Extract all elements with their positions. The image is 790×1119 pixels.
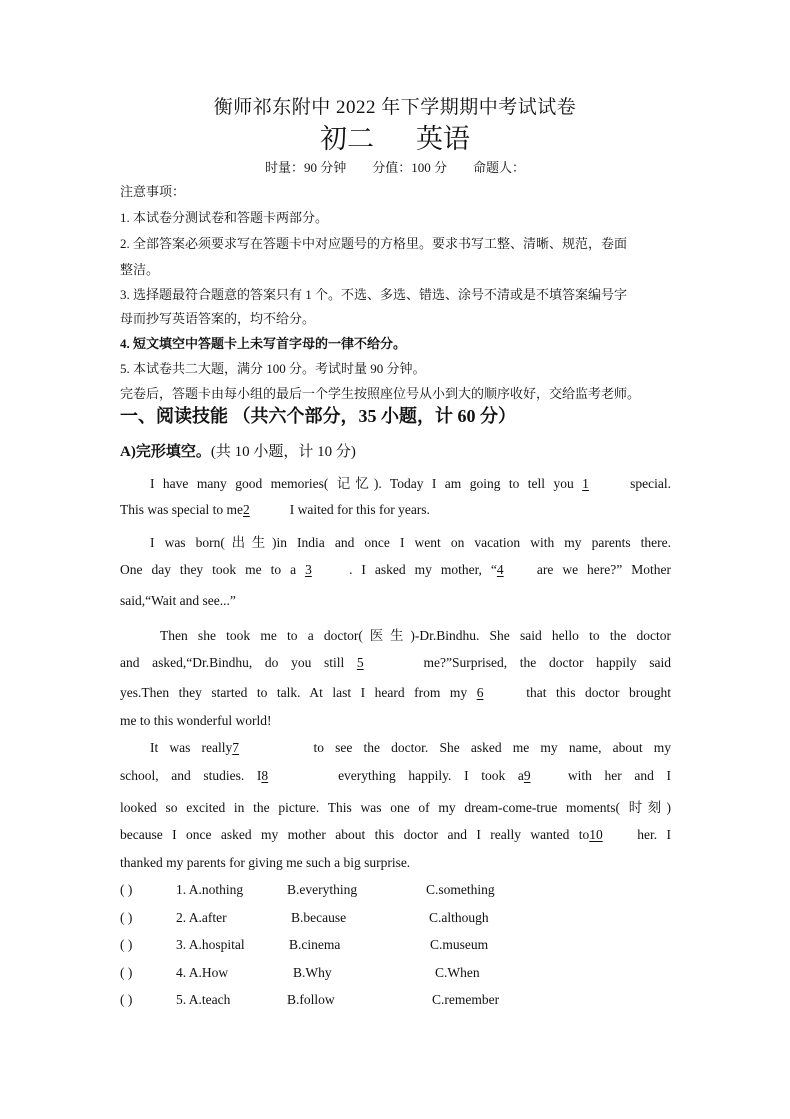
passage-line: One day they took me to a 3 . I asked my mother, “4 are we here?” Mother	[120, 562, 671, 577]
question-row	[120, 992, 680, 1012]
passage-line: school, and studies. I8 everything happily. I took a9 with her and I	[120, 768, 671, 783]
part-label: A)完形填空。	[120, 444, 211, 460]
option-c: C.museum	[430, 937, 489, 952]
option-a: 5. A.teach	[176, 992, 231, 1007]
blank-7: 7	[232, 740, 240, 755]
blank-9: 9	[523, 768, 531, 783]
blank-3: 3	[305, 562, 312, 577]
note-item: 1. 本试卷分测试卷和答题卡两部分。	[120, 210, 329, 225]
passage-line: me to this wonderful world!	[120, 713, 272, 728]
question-row	[120, 937, 680, 957]
blank-1: 1	[582, 476, 589, 491]
answer-paren: ( )	[120, 910, 133, 925]
note-item: 完卷后，答题卡由每小组的最后一个学生按照座位号从小到大的顺序收好，交给监考老师。	[120, 386, 641, 401]
school-title: 衡师祁东附中 2022 年下学期期中考试试卷	[213, 97, 577, 118]
passage-line: Then she took me to a doctor(医生)-Dr.Bindhu. She said hello to the doctor	[160, 628, 671, 643]
question-row	[120, 882, 680, 902]
question-row	[120, 965, 680, 985]
passage-line: This was special to me2 I waited for this for years.	[120, 502, 430, 517]
blank-5: 5	[356, 655, 364, 670]
time-label: 时量：90 分钟	[264, 160, 347, 175]
option-b: B.follow	[287, 992, 335, 1007]
option-b: B.because	[291, 910, 347, 925]
option-c: C.When	[435, 965, 480, 980]
answer-paren: ( )	[120, 882, 133, 897]
part-heading	[120, 440, 356, 461]
exam-meta	[0, 157, 790, 176]
option-a: 3. A.hospital	[176, 937, 245, 952]
answer-paren: ( )	[120, 992, 133, 1007]
option-c: C.remember	[432, 992, 500, 1007]
passage-line: I was born(出生)in India and once I went on vacation with my parents there.	[150, 535, 671, 550]
blank-8: 8	[261, 768, 269, 783]
note-item: 4. 短文填空中答题卡上未写首字母的一律不给分。	[120, 336, 407, 351]
passage-line: It was really7 to see the doctor. She asked me my name, about my	[150, 740, 672, 755]
note-item: 整洁。	[120, 262, 160, 277]
blank-6: 6	[476, 685, 484, 700]
passage-line: because I once asked my mother about this doctor and I really wanted to10 her. I	[120, 827, 671, 842]
passage-line: looked so excited in the picture. This was one of my dream-come-true moments( 时刻)	[120, 800, 671, 815]
passage-line: thanked my parents for giving me such a big surprise.	[120, 855, 411, 870]
note-item: 3. 选择题最符合题意的答案只有 1 个。不选、多选、错选、涂号不清或是不填答案编号字	[120, 287, 628, 302]
question-row	[120, 910, 680, 930]
passage-line: yes.Then they started to talk. At last I heard from my 6 that this doctor brought	[120, 685, 672, 700]
notes-title: 注意事项：	[120, 184, 186, 199]
option-c: C.something	[426, 882, 495, 897]
note-item: 2. 全部答案必须要求写在答题卡中对应题号的方格里。要求书写工整、清晰、规范，卷面	[120, 236, 628, 251]
blank-10: 10	[589, 827, 603, 842]
option-b: B.everything	[287, 882, 358, 897]
part-info: (共 10 小题，计 10 分)	[210, 444, 356, 460]
option-a: 2. A.after	[176, 910, 227, 925]
answer-paren: ( )	[120, 937, 133, 952]
option-a: 4. A.How	[176, 965, 229, 980]
answer-paren: ( )	[120, 965, 133, 980]
grade-subject	[0, 117, 790, 156]
option-b: B.Why	[293, 965, 332, 980]
score-label: 分值：100 分	[372, 160, 447, 175]
passage-line: I have many good memories( 记忆). Today I am going to tell you 1 special.	[150, 476, 672, 491]
option-b: B.cinema	[289, 937, 341, 952]
blank-2: 2	[242, 502, 250, 517]
option-c: C.although	[429, 910, 489, 925]
note-item: 5. 本试卷共二大题，满分 100 分。考试时量 90 分钟。	[120, 361, 426, 376]
author-label: 命题人：	[473, 160, 526, 175]
passage-line: said,“Wait and see...”	[120, 593, 236, 608]
note-item: 母而抄写英语答案的，均不给分。	[120, 311, 316, 326]
option-a: 1. A.nothing	[176, 882, 244, 897]
passage-line: and asked,“Dr.Bindhu, do you still 5 me?”Surprised, the doctor happily said	[120, 655, 671, 670]
section-title: 一、阅读技能 （共六个部分，35 小题，计 60 分）	[120, 406, 516, 426]
blank-4: 4	[496, 562, 504, 577]
grade-label: 初二	[320, 124, 374, 154]
subject-label: 英语	[416, 124, 470, 154]
